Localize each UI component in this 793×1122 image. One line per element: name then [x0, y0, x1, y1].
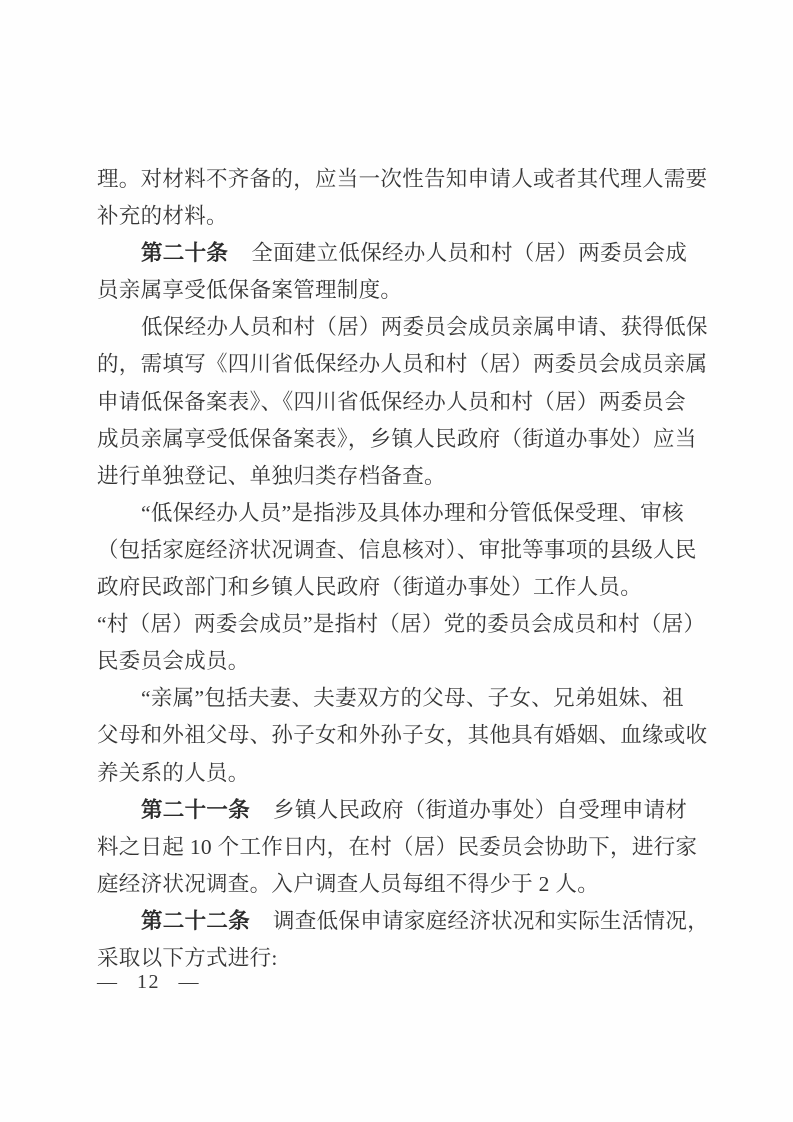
- line-text: “低保经办人员”是指涉及具体办理和分管低保受理、审核: [141, 500, 684, 525]
- line-text: 政府民政部门和乡镇人民政府（街道办事处）工作人员。: [97, 575, 643, 600]
- text-line: [97, 717, 713, 754]
- line-text: 全面建立低保经办人员和村（居）两委员会成: [251, 241, 688, 266]
- text-line: [97, 792, 713, 829]
- text-line: [97, 606, 713, 643]
- text-line: [97, 346, 713, 383]
- text-line: [97, 680, 713, 717]
- text-line: [97, 458, 713, 495]
- document-body: [97, 161, 713, 977]
- text-line: [97, 495, 713, 532]
- line-text: 民委员会成员。: [97, 649, 250, 674]
- text-line: [97, 532, 713, 569]
- line-text: 养关系的人员。: [97, 760, 250, 785]
- text-line: [97, 569, 713, 606]
- text-line: [97, 866, 713, 903]
- article-number: 第二十二条: [141, 908, 251, 933]
- line-text: 料之日起 10 个工作日内，在村（居）民委员会协助下，进行家: [97, 834, 698, 859]
- text-line: [97, 643, 713, 680]
- line-text: 申请低保备案表》、《四川省低保经办人员和村（居）两委员会: [97, 389, 686, 414]
- line-text: 调查低保申请家庭经济状况和实际生活情况，: [273, 908, 710, 933]
- line-text: 采取以下方式进行:: [97, 945, 278, 970]
- text-line: [97, 829, 713, 866]
- line-text: “亲属”包括夫妻、夫妻双方的父母、子女、兄弟姐妹、祖: [141, 686, 684, 711]
- text-line: [97, 235, 713, 272]
- line-text: 低保经办人员和村（居）两委员会成员亲属申请、获得低保: [141, 315, 708, 340]
- line-text: （包括家庭经济状况调查、信息核对）、审批等事项的县级人民: [97, 537, 697, 562]
- text-line: [97, 272, 713, 309]
- line-text: “村（居）两委会成员”是指村（居）党的委员会成员和村（居）: [97, 612, 706, 637]
- line-text: 员亲属享受低保备案管理制度。: [97, 278, 403, 303]
- line-text: 的，需填写《四川省低保经办人员和村（居）两委员会成员亲属: [97, 352, 708, 377]
- line-text: 成员亲属享受低保备案表》，乡镇人民政府（街道办事处）应当: [97, 426, 697, 451]
- text-line: [97, 161, 713, 198]
- page-number: — 12 —: [97, 971, 200, 993]
- line-text: 补充的材料。: [97, 204, 228, 229]
- line-text: 父母和外祖父母、孙子女和外孙子女，其他具有婚姻、血缘或收: [97, 723, 708, 748]
- article-number: 第二十一条: [141, 797, 251, 822]
- line-text: 庭经济状况调查。入户调查人员每组不得少于 2 人。: [97, 871, 600, 896]
- line-text: 进行单独登记、单独归类存档备查。: [97, 463, 446, 488]
- text-line: [97, 309, 713, 346]
- text-line: [97, 421, 713, 458]
- text-line: [97, 384, 713, 421]
- line-text: 理。对材料不齐备的，应当一次性告知申请人或者其代理人需要: [97, 167, 708, 191]
- line-text: 乡镇人民政府（街道办事处）自受理申请材: [273, 797, 688, 822]
- article-number: 第二十条: [141, 241, 229, 266]
- text-line: [97, 198, 713, 235]
- text-line: [97, 903, 713, 940]
- text-line: [97, 755, 713, 792]
